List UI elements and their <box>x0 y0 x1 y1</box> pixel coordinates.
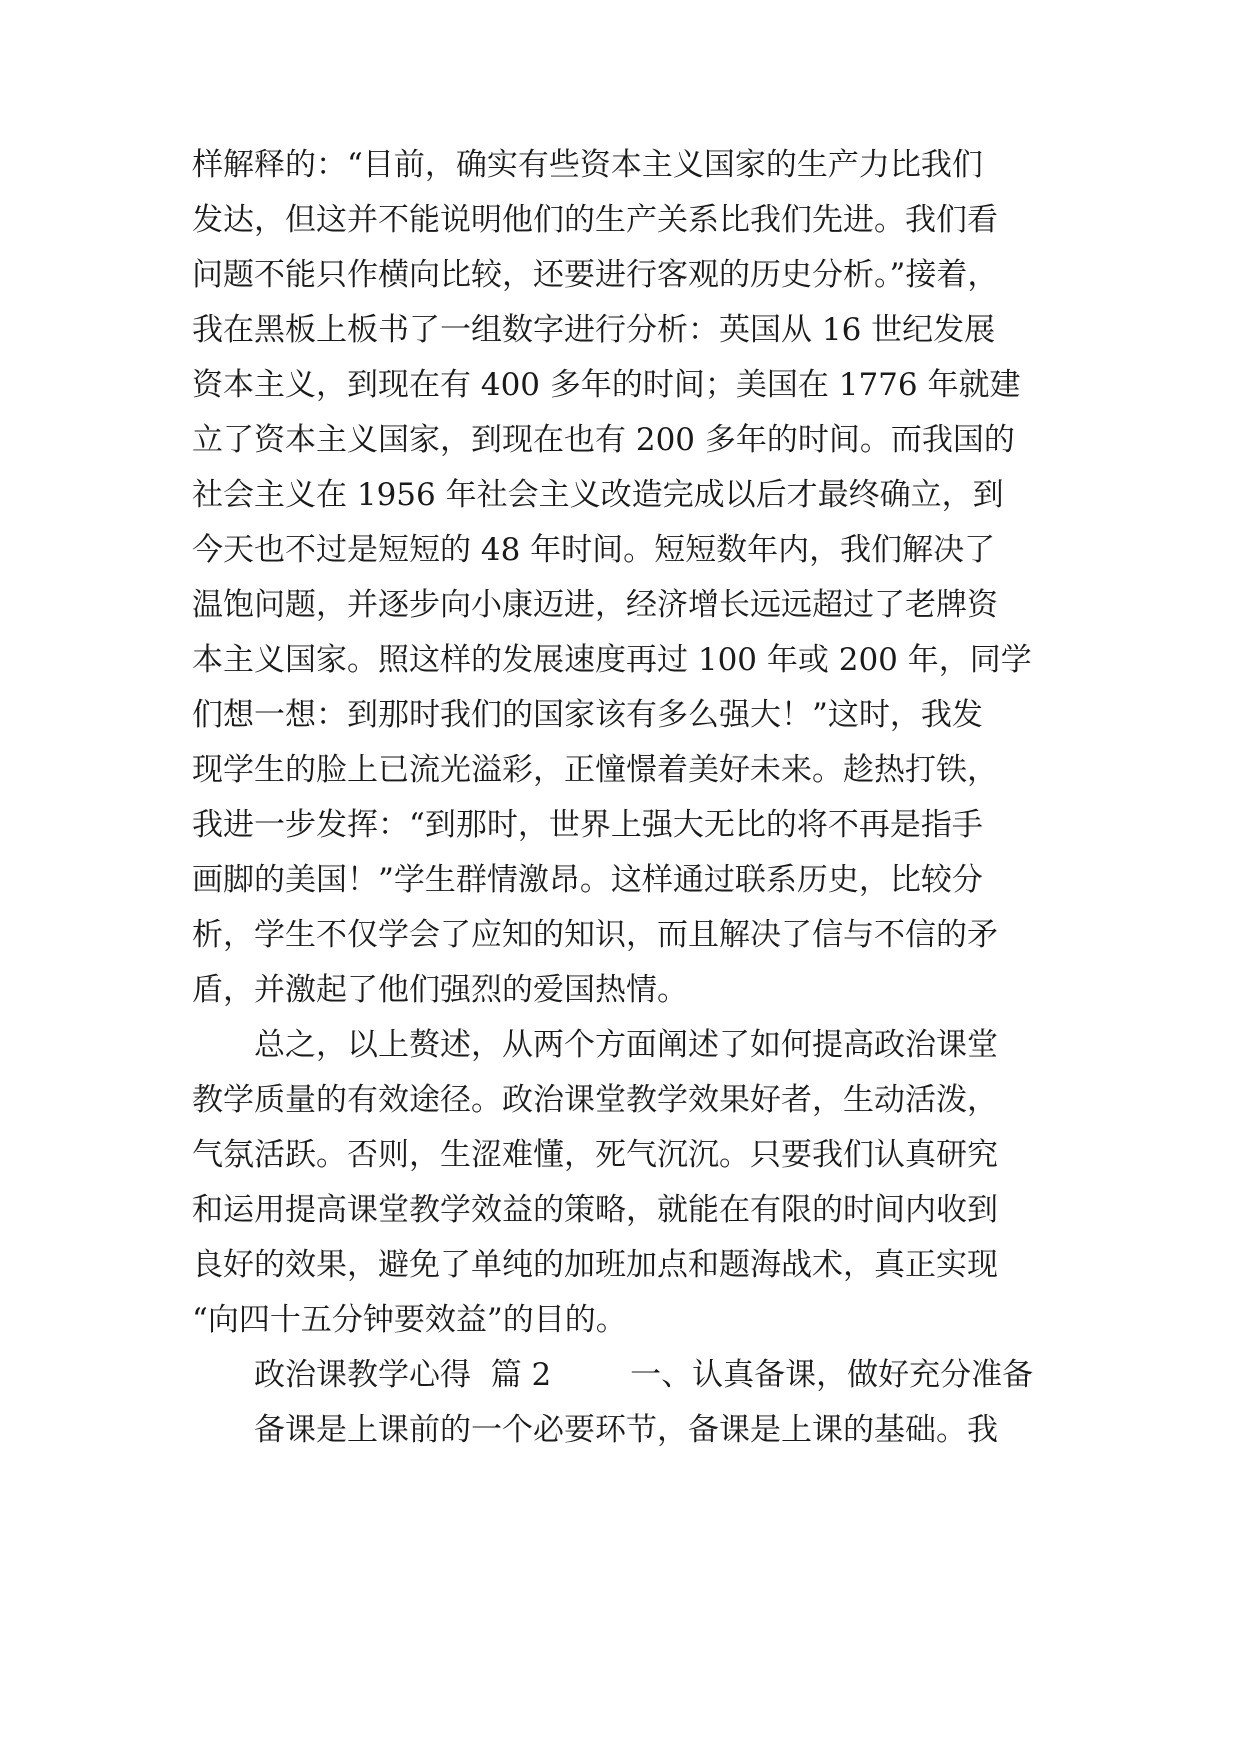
text-line: 温饱问题，并逐步向小康迈进，经济增长远远超过了老牌资 <box>192 587 998 623</box>
text-line: 立了资本主义国家，到现在也有 200 多年的时间。而我国的 <box>192 422 1015 458</box>
text-line: 良好的效果，避免了单纯的加班加点和题海战术，真正实现 <box>192 1247 998 1283</box>
text-line: 我在黑板上板书了一组数字进行分析：英国从 16 世纪发展 <box>192 312 996 348</box>
text-line: 问题不能只作横向比较，还要进行客观的历史分析。”接着， <box>192 257 999 293</box>
text-line: 盾，并激起了他们强烈的爱国热情。 <box>192 972 688 1008</box>
text-line: 发达，但这并不能说明他们的生产关系比我们先进。我们看 <box>192 202 998 238</box>
text-line: 画脚的美国！”学生群情激昂。这样通过联系历史，比较分 <box>192 862 983 898</box>
text-line: “向四十五分钟要效益”的目的。 <box>192 1302 627 1338</box>
text-line: 社会主义在 1956 年社会主义改造完成以后才最终确立，到 <box>192 477 1004 513</box>
text-line: 样解释的：“目前，确实有些资本主义国家的生产力比我们 <box>192 147 983 183</box>
text-line: 今天也不过是短短的 48 年时间。短短数年内，我们解决了 <box>192 532 996 568</box>
text-line: 们想一想：到那时我们的国家该有多么强大！”这时，我发 <box>192 697 983 733</box>
paragraph-start-line: 总之，以上赘述，从两个方面阐述了如何提高政治课堂 <box>254 1027 998 1063</box>
text-line: 气氛活跃。否则，生涩难懂，死气沉沉。只要我们认真研究 <box>192 1137 998 1173</box>
text-line: 本主义国家。照这样的发展速度再过 100 年或 200 年，同学 <box>192 642 1032 678</box>
paragraph-start-line: 备课是上课前的一个必要环节，备课是上课的基础。我 <box>254 1412 998 1448</box>
text-line: 析，学生不仅学会了应知的知识，而且解决了信与不信的矛 <box>192 917 998 953</box>
text-line: 资本主义，到现在有 400 多年的时间；美国在 1776 年就建 <box>192 367 1021 403</box>
text-line: 我进一步发挥：“到那时，世界上强大无比的将不再是指手 <box>192 807 983 843</box>
text-line: 现学生的脸上已流光溢彩，正憧憬着美好未来。趁热打铁， <box>192 752 998 788</box>
text-line: 和运用提高课堂教学效益的策略，就能在有限的时间内收到 <box>192 1192 998 1228</box>
section-heading-line: 政治课教学心得 篇 2 一、认真备课，做好充分准备 <box>254 1357 1034 1393</box>
text-line: 教学质量的有效途径。政治课堂教学效果好者，生动活泼， <box>192 1082 998 1118</box>
